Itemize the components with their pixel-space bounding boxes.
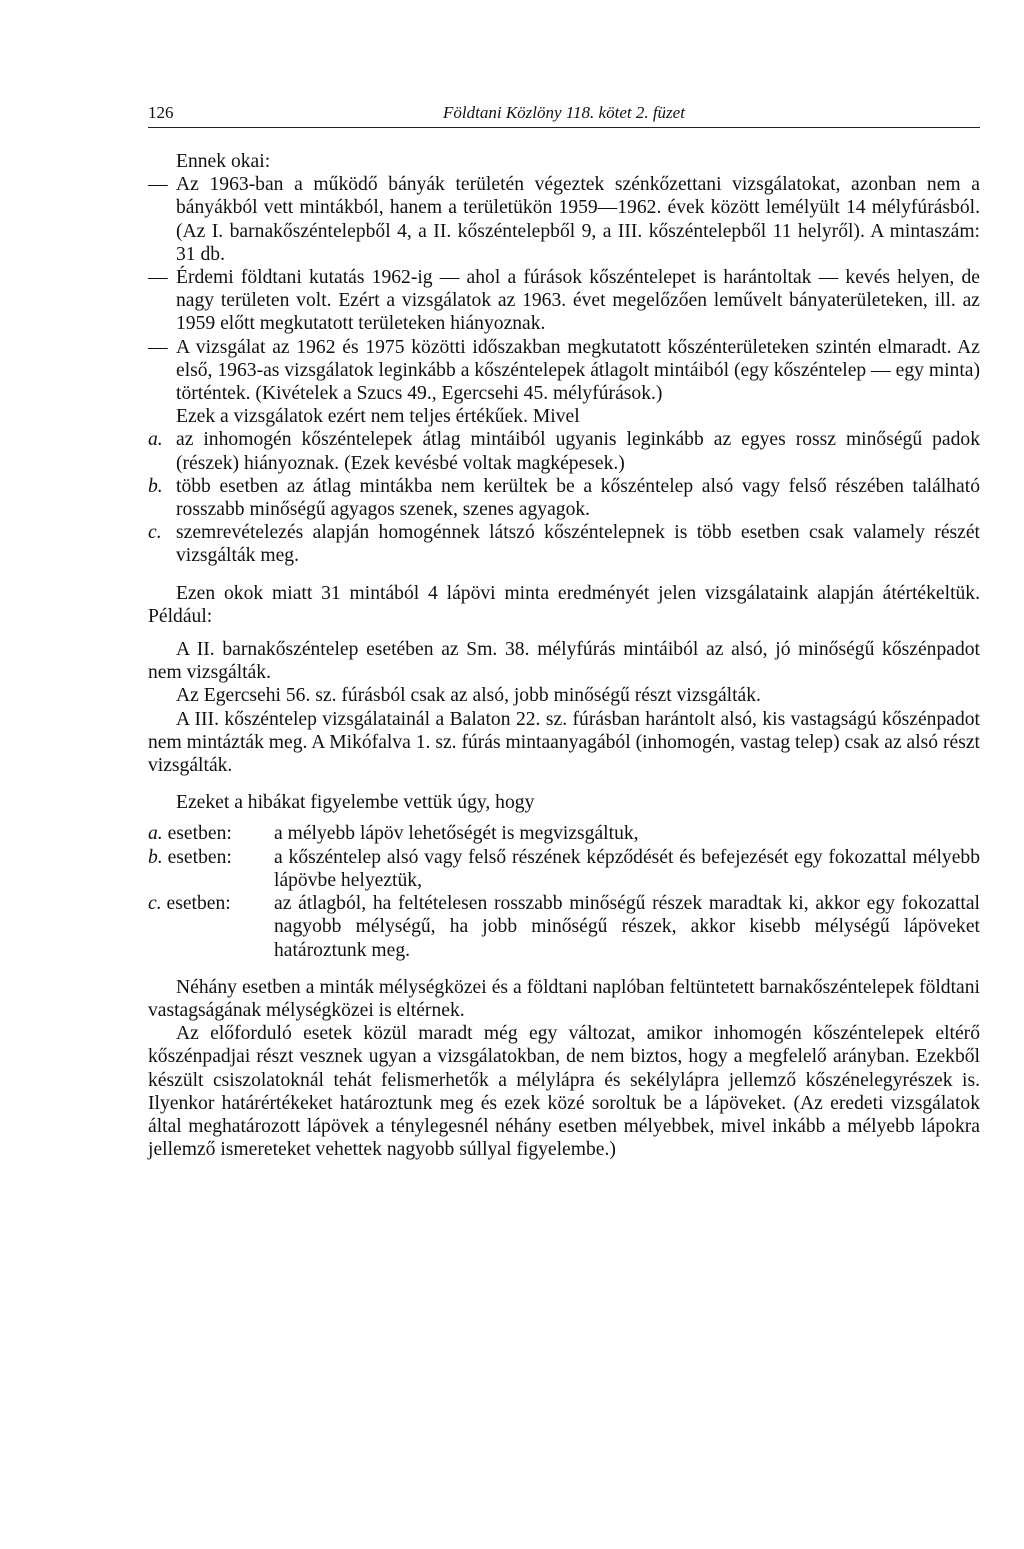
reason-item [148, 266, 980, 336]
dash-marker: — [148, 174, 168, 196]
page-body [148, 150, 980, 1161]
closing-paragraph: Az előforduló esetek közül maradt még egy változat, amikor inhomogén kőszéntelepek eltérő kőszénpadjai részt vesznek ugyan a vizsgálatokban, de nem biztos, hogy a megfelelő arányban. Ezekből készült csiszolatoknál tehát felismerhetők a mélylápra és sekélylápra jellemző kőszénelegyrészek is. Ilyenkor határértékeket határoztunk meg és ezek közé soroltuk be a lápöveket. (Az eredeti vizsgálatok által meghatározott lápövek a ténylegesnél néhány esetben mélyebbek, mivel inkább a mélyebb lápokra jellemző ismereteket vehettek nagyobb súllyal figyelembe.) [148, 1023, 980, 1161]
case-suffix: esetben: [167, 823, 232, 845]
running-header [148, 103, 980, 128]
case-label [148, 846, 232, 869]
case-label [148, 822, 232, 845]
item-text: az inhomogén kőszéntelepek átlag mintáiból ugyanis leginkább az egyes rossz minőségű padok (részek) hiányoznak. (Ezek kevésbé voltak magképesek.) [176, 429, 980, 474]
spacer [148, 814, 980, 822]
case-item [148, 822, 980, 845]
case-label [148, 892, 231, 915]
spacer [148, 628, 980, 638]
reason-item [148, 336, 980, 406]
case-item [148, 846, 980, 892]
case-text: az átlagból, ha feltételesen rosszabb minőségű részek maradtak ki, akkor egy fokozattal nagyobb mélységű, ha jobb minőségű részek, akkor kisebb mélységű lápöveket határoztunk meg. [274, 893, 980, 961]
example-paragraph: A III. kőszéntelep vizsgálatainál a Balaton 22. sz. fúrásban harántolt alsó, kis vastagságú kőszénpadot nem mintázták meg. A Mikófalva 1. sz. fúrás mintaanyagából (inhomogén, vastag telep) csak az alsó részt vizsgálták. [148, 708, 980, 777]
example-paragraph: Az Egercsehi 56. sz. fúrásból csak az alsó, jobb minőségű részt vizsgálták. [176, 685, 761, 707]
item-text: szemrevételezés alapján homogénnek látszó kőszéntelepnek is több esetben csak valamely részét vizsgálták meg. [176, 522, 980, 567]
case-text: a kőszéntelep alsó vagy felső részének képződését és befejezését egy fokozattal mélyebb lápövbe helyeztük, [274, 846, 980, 891]
case-letter: b. [148, 846, 163, 868]
item-marker: b. [148, 475, 163, 497]
item-marker: a. [148, 429, 163, 451]
item-marker: c. [148, 522, 162, 544]
case-suffix: esetben: [167, 846, 232, 868]
spacer [148, 568, 980, 582]
errors-intro: Ezeket a hibákat figyelembe vettük úgy, hogy [176, 792, 535, 814]
incomplete-intro: Ezek a vizsgálatok ezért nem teljes értékűek. Mivel [176, 406, 580, 428]
reason-text: A vizsgálat az 1962 és 1975 közötti időszakban megkutatott kőszénterületeken szintén elmaradt. Az első, 1963-as vizsgálatok leginkább a kőszéntelepek átlagolt mintáiból (egy kőszéntelep — egy minta) történtek. (Kivételek a Szucs 49., Egercsehi 45. mélyfúrások.) [176, 336, 980, 405]
spacer [148, 777, 980, 791]
reevaluation-paragraph: Ezen okok miatt 31 mintából 4 lápövi minta eredményét jelen vizsgálataink alapján átértékeltük. Például: [148, 582, 980, 627]
item-text: több esetben az átlag mintákba nem kerültek be a kőszéntelep alsó vagy felső részében található rosszabb minőségű agyagos szenek, szenes agyagok. [176, 475, 980, 521]
case-text: a mélyebb lápöv lehetőségét is megvizsgáltuk, [274, 823, 639, 845]
case-suffix: esetben: [166, 893, 231, 915]
reason-text: Az 1963-ban a működő bányák területén végeztek szénkőzettani vizsgálatokat, azonban nem a bányákból vett mintákból, hanem a területükön 1959—1962. évek között lemélyült 14 mélyfúrásból. (Az I. barnakőszéntelepből 4, a II. kőszéntelepből 9, a III. kőszéntelepből 11 helyről). A mintaszám: 31 db. [176, 174, 980, 265]
spacer [148, 962, 980, 976]
dash-marker: — [148, 336, 168, 358]
journal-title: Földtani Közlöny 118. kötet 2. füzet [443, 103, 685, 122]
case-letter: c. [148, 893, 162, 915]
page-number: 126 [148, 103, 174, 122]
incomplete-item [148, 521, 980, 567]
reason-item [148, 173, 980, 266]
reason-text: Érdemi földtani kutatás 1962-ig — ahol a fúrások kőszéntelepet is harántoltak — kevés helyen, de nagy területen volt. Ezért a vizsgálatok az 1963. évet megelőzően leművelt bányaterületeken, ill. az 1959 előtt megkutatott területeken hiányoznak. [176, 267, 980, 335]
incomplete-item [148, 475, 980, 521]
case-letter: a. [148, 823, 163, 845]
case-item [148, 892, 980, 962]
incomplete-item [148, 428, 980, 474]
dash-marker: — [148, 267, 168, 289]
closing-paragraph: Néhány esetben a minták mélységközei és a földtani naplóban feltüntetett barnakőszéntelepek földtani vastagságának mélységközei is eltérnek. [148, 976, 980, 1021]
reasons-intro: Ennek okai: [176, 151, 271, 172]
example-paragraph: A II. barnakőszéntelep esetében az Sm. 38. mélyfúrás mintáiból az alsó, jó minőségű kőszénpadot nem vizsgálták. [148, 639, 980, 684]
